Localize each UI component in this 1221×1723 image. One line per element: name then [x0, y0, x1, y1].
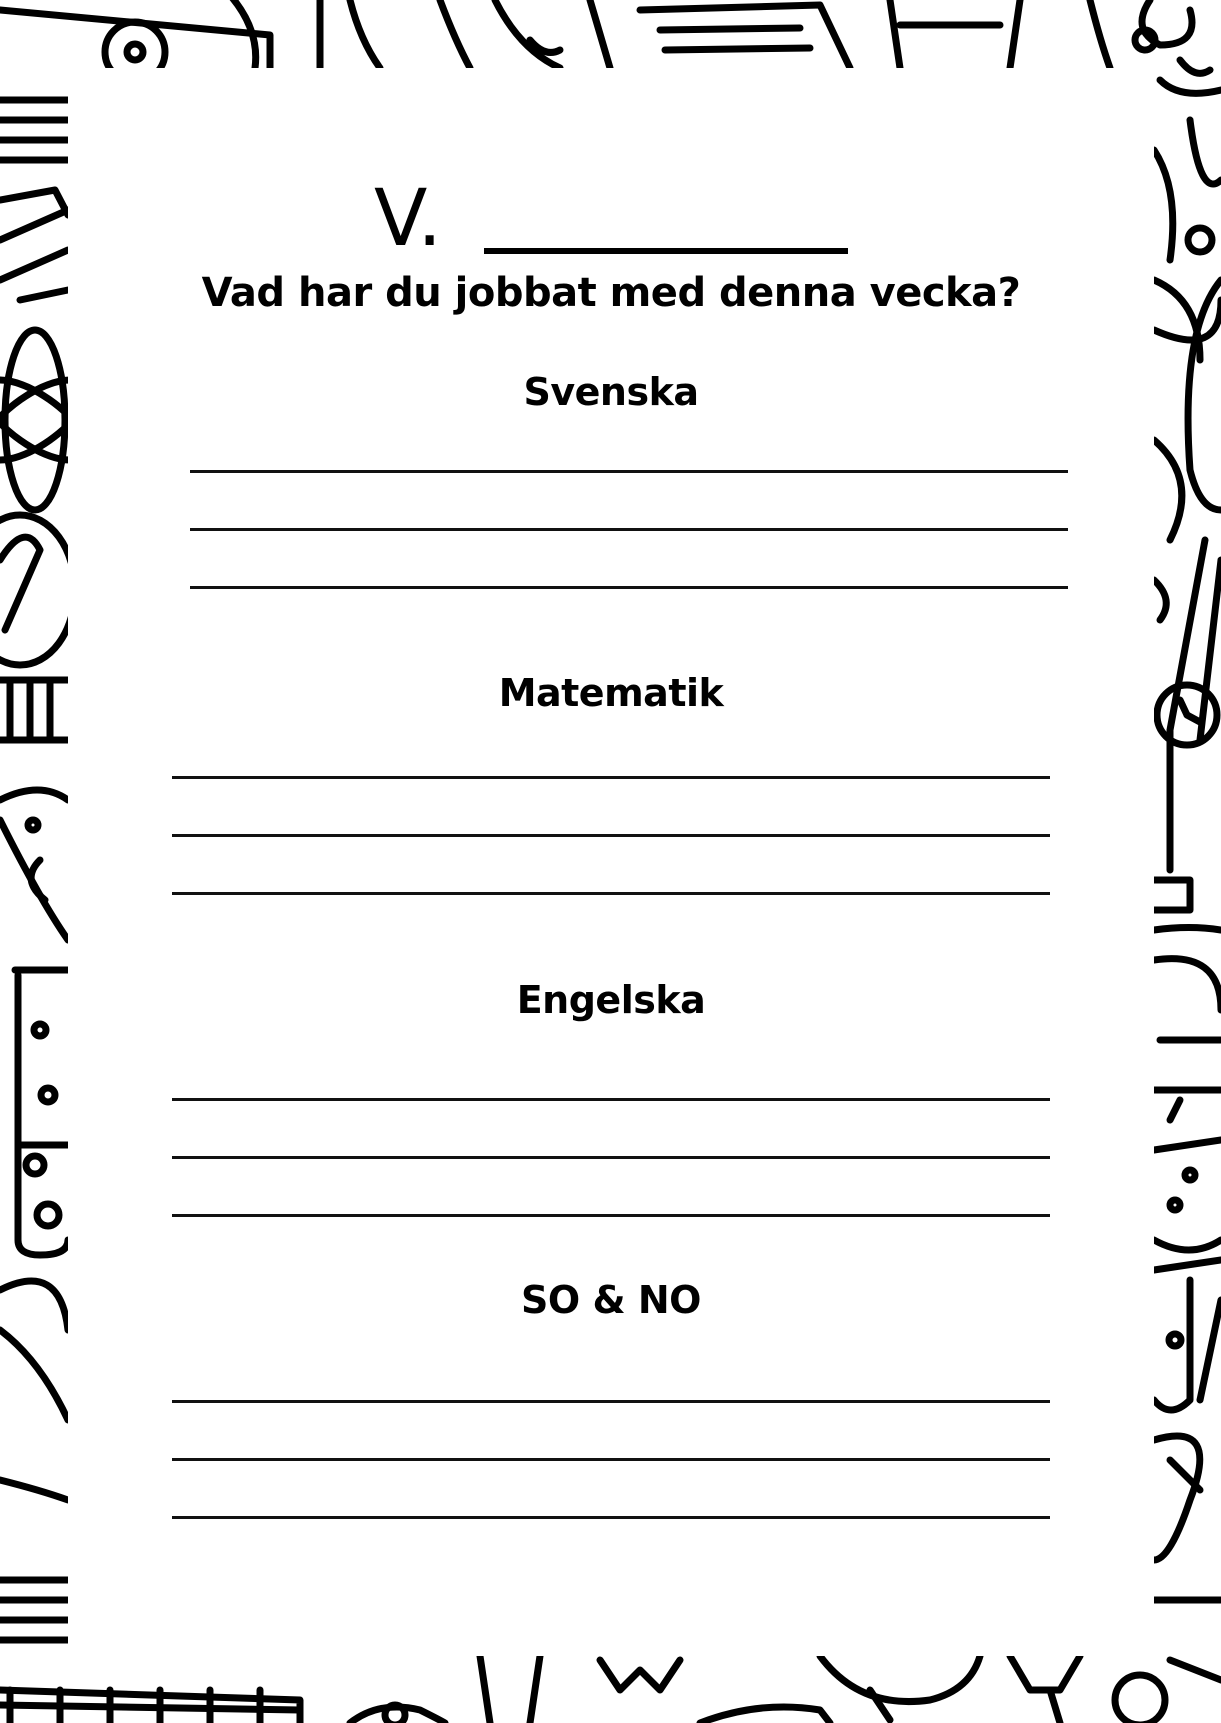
subject-title-matematik: Matematik	[498, 671, 724, 715]
writing-line[interactable]	[172, 834, 1050, 837]
writing-line[interactable]	[172, 1214, 1050, 1217]
worksheet-paper	[68, 68, 1154, 1656]
writing-line[interactable]	[172, 1458, 1050, 1461]
subject-title-so-no: SO & NO	[521, 1278, 701, 1322]
subject-title-engelska: Engelska	[516, 978, 706, 1022]
right-doodles	[1154, 80, 1221, 1600]
writing-line[interactable]	[172, 1400, 1050, 1403]
writing-line[interactable]	[172, 892, 1050, 895]
week-label: V.	[374, 174, 443, 264]
bottom-doodles	[0, 1656, 1221, 1723]
worksheet-question: Vad har du jobbat med denna vecka?	[201, 270, 1021, 316]
writing-line[interactable]	[172, 1156, 1050, 1159]
writing-line[interactable]	[190, 528, 1068, 531]
writing-line[interactable]	[172, 1098, 1050, 1101]
writing-line[interactable]	[172, 1516, 1050, 1519]
subject-title-svenska: Svenska	[523, 370, 699, 414]
writing-line[interactable]	[190, 586, 1068, 589]
writing-line[interactable]	[172, 776, 1050, 779]
week-number-blank[interactable]	[484, 248, 848, 254]
writing-line[interactable]	[190, 470, 1068, 473]
